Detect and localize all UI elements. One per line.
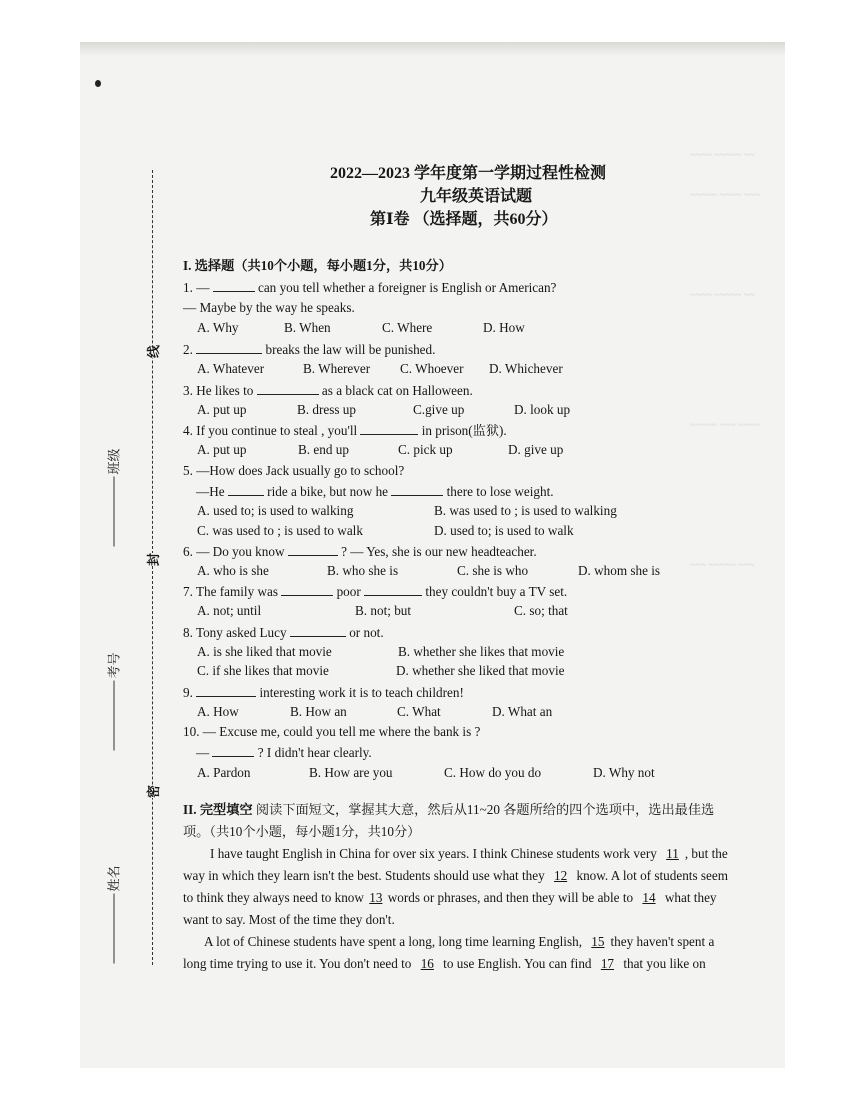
question-2-option-a: A. Whatever xyxy=(197,361,265,376)
question-3-stem xyxy=(183,383,473,397)
question-4-option-c: C. pick up xyxy=(398,442,453,457)
answer-blank xyxy=(196,685,256,697)
question-3-number: 3. He likes to xyxy=(183,383,254,398)
question-4-option-b: B. end up xyxy=(298,442,349,457)
class-field-line xyxy=(112,477,114,547)
question-1-option-d: D. How xyxy=(483,320,525,335)
question-7-option-b: B. not; but xyxy=(355,603,412,618)
question-1-option-b: B. When xyxy=(284,320,331,335)
passage-text: to use English. You can find xyxy=(443,956,592,971)
question-7-text: poor xyxy=(336,584,361,599)
question-8-option-d: D. whether she liked that movie xyxy=(396,663,565,678)
question-10-stem: 10. — Excuse me, could you tell me where the bank is ? xyxy=(183,724,481,739)
binding-char-seal: 封 xyxy=(141,553,164,566)
section-one-heading: I. 选择题（共10个小题，每小题1分，共10分） xyxy=(183,258,452,273)
question-1-number: 1. — xyxy=(183,280,210,295)
passage-line xyxy=(210,847,728,860)
section-two-heading xyxy=(183,803,714,816)
question-6-option-d: D. whom she is xyxy=(578,563,661,578)
answer-blank xyxy=(213,280,255,292)
name-field[interactable] xyxy=(104,865,123,963)
passage-text: what they xyxy=(664,890,717,905)
class-field-label: 班级 xyxy=(106,448,122,475)
binding-char-secret: 密 xyxy=(141,785,164,798)
passage-text: way in which they learn isn't the best. Students should use what they xyxy=(183,868,545,883)
question-1-stem xyxy=(183,280,556,294)
blank-15: 15 xyxy=(591,934,605,949)
question-9-option-a: A. How xyxy=(197,704,239,719)
bleed-through-text: ~~~~~ ~~~~ ~~~ xyxy=(690,190,760,201)
name-field-line xyxy=(112,894,114,964)
question-5-option-d: D. used to; is used to walk xyxy=(434,523,574,538)
question-10-option-d: D. Why not xyxy=(593,765,655,780)
question-5-response xyxy=(196,484,554,498)
question-6-stem xyxy=(183,544,537,558)
question-6-option-c: C. she is who xyxy=(457,563,529,578)
question-10-option-a: A. Pardon xyxy=(197,765,251,780)
question-5-option-c: C. was used to ; is used to walk xyxy=(197,523,363,538)
question-5-stem: 5. —How does Jack usually go to school? xyxy=(183,463,405,478)
question-10-response xyxy=(196,745,372,759)
bleed-through-text: ~~~~~ ~~~ ~~~~ xyxy=(690,420,760,431)
passage-text: I have taught English in China for over six years. I think Chinese students work very xyxy=(210,846,657,861)
answer-blank xyxy=(196,342,262,354)
question-6-option-b: B. who she is xyxy=(327,563,399,578)
question-2-number: 2. xyxy=(183,342,193,357)
passage-line xyxy=(183,891,717,904)
question-5-text: there to lose weight. xyxy=(446,484,554,499)
answer-blank xyxy=(288,544,338,556)
question-6-number: 6. — Do you know xyxy=(183,544,285,559)
question-10-option-c: C. How do you do xyxy=(444,765,542,780)
answer-blank xyxy=(257,383,319,395)
binding-char-line: 线 xyxy=(141,345,164,358)
section-two-heading-cont: 项。（共10个小题，每小题1分，共10分） xyxy=(183,824,421,839)
question-3-option-d: D. look up xyxy=(514,402,571,417)
question-8-stem xyxy=(183,625,384,639)
question-7-stem xyxy=(183,584,567,598)
question-9-option-c: C. What xyxy=(397,704,441,719)
passage-text: A lot of Chinese students have spent a long, long time learning English, xyxy=(204,934,582,949)
question-2-option-b: B. Wherever xyxy=(303,361,371,376)
section-two-instructions: 阅读下面短文，掌握其大意，然后从11~20 各题所给的四个选项中，选出最佳选 xyxy=(252,802,715,817)
passage-line xyxy=(183,957,706,970)
question-2-text: breaks the law will be punished. xyxy=(265,342,436,357)
answer-blank xyxy=(364,584,422,596)
class-field[interactable] xyxy=(104,448,123,546)
question-4-number: 4. If you continue to steal , you'll xyxy=(183,423,358,438)
exam-number-field[interactable] xyxy=(104,652,123,750)
question-8-text: or not. xyxy=(349,625,384,640)
question-2-stem xyxy=(183,342,435,356)
passage-text: long time trying to use it. You don't need to xyxy=(183,956,412,971)
question-2-option-d: D. Whichever xyxy=(489,361,563,376)
bleed-through-text: ~~~~ ~~~~~ ~~ xyxy=(690,290,755,301)
question-9-text: interesting work it is to teach children! xyxy=(259,685,464,700)
section-two-label: II. 完型填空 xyxy=(183,802,253,817)
passage-text: know. A lot of students seem xyxy=(576,868,728,883)
question-5-option-a: A. used to; is used to walking xyxy=(197,503,354,518)
part-one-title: 第Ⅰ卷 （选择题，共60分） xyxy=(370,211,558,228)
question-3-option-b: B. dress up xyxy=(297,402,356,417)
passage-line xyxy=(183,869,728,882)
question-1-option-c: C. Where xyxy=(382,320,433,335)
question-5-text: —He xyxy=(196,484,225,499)
question-7-option-a: A. not; until xyxy=(197,603,262,618)
answer-blank xyxy=(228,484,264,496)
question-5-option-b: B. was used to ; is used to walking xyxy=(434,503,617,518)
paper-top-edge xyxy=(80,42,785,56)
exam-subtitle: 九年级英语试题 xyxy=(420,188,533,205)
blank-16: 16 xyxy=(420,956,434,971)
question-1-option-a: A. Why xyxy=(197,320,239,335)
blank-11: 11 xyxy=(666,846,679,861)
blank-12: 12 xyxy=(553,868,568,883)
ink-dot xyxy=(95,80,101,87)
passage-text: , but the xyxy=(684,846,728,861)
question-8-option-b: B. whether she likes that movie xyxy=(398,644,565,659)
question-9-stem xyxy=(183,685,464,699)
exam-title: 2022—2023 学年度第一学期过程性检测 xyxy=(330,165,607,182)
bleed-through-text: ~~~~ ~~~~~ ~~ xyxy=(690,150,755,161)
question-6-option-a: A. who is she xyxy=(197,563,269,578)
answer-blank xyxy=(281,584,333,596)
question-8-option-a: A. is she liked that movie xyxy=(197,644,332,659)
question-8-option-c: C. if she likes that movie xyxy=(197,663,329,678)
passage-text: they haven't spent a xyxy=(610,934,715,949)
passage-line xyxy=(204,935,714,948)
binding-dashed-line xyxy=(152,170,153,965)
blank-14: 14 xyxy=(642,890,656,905)
passage-line: want to say. Most of the time they don't. xyxy=(183,912,395,927)
passage-text: words or phrases, and then they will be able to xyxy=(387,890,634,905)
question-1-text: can you tell whether a foreigner is English or American? xyxy=(257,280,557,295)
answer-blank xyxy=(212,745,254,757)
question-6-text: ? — Yes, she is our new headteacher. xyxy=(341,544,537,559)
answer-blank xyxy=(391,484,443,496)
question-4-text: in prison(监狱). xyxy=(421,423,507,438)
question-7-number: 7. The family was xyxy=(183,584,278,599)
question-7-text: they couldn't buy a TV set. xyxy=(425,584,568,599)
question-3-option-a: A. put up xyxy=(197,402,247,417)
name-field-label: 姓名 xyxy=(106,865,122,892)
question-10-text: — xyxy=(196,745,210,760)
passage-text: to think they always need to know xyxy=(183,890,364,905)
question-4-option-a: A. put up xyxy=(197,442,247,457)
question-8-number: 8. Tony asked Lucy xyxy=(183,625,287,640)
question-10-text: ? I didn't hear clearly. xyxy=(257,745,372,760)
question-1-response: — Maybe by the way he speaks. xyxy=(183,300,355,315)
question-9-number: 9. xyxy=(183,685,193,700)
question-4-option-d: D. give up xyxy=(508,442,564,457)
bleed-through-text: ~~~ ~~~~~ ~~~ xyxy=(690,560,755,571)
question-2-option-c: C. Whoever xyxy=(400,361,464,376)
question-5-text: ride a bike, but now he xyxy=(267,484,389,499)
answer-blank xyxy=(360,423,418,435)
blank-13: 13 xyxy=(369,890,383,905)
question-10-option-b: B. How are you xyxy=(309,765,393,780)
exam-number-field-line xyxy=(112,681,114,751)
question-7-option-c: C. so; that xyxy=(514,603,568,618)
question-4-stem xyxy=(183,423,507,437)
question-3-text: as a black cat on Halloween. xyxy=(321,383,473,398)
question-9-option-b: B. How an xyxy=(290,704,347,719)
exam-number-field-label: 考号 xyxy=(106,652,122,679)
answer-blank xyxy=(290,625,346,637)
passage-text: that you like on xyxy=(623,956,706,971)
question-3-option-c: C.give up xyxy=(413,402,465,417)
question-9-option-d: D. What an xyxy=(492,704,553,719)
blank-17: 17 xyxy=(600,956,615,971)
